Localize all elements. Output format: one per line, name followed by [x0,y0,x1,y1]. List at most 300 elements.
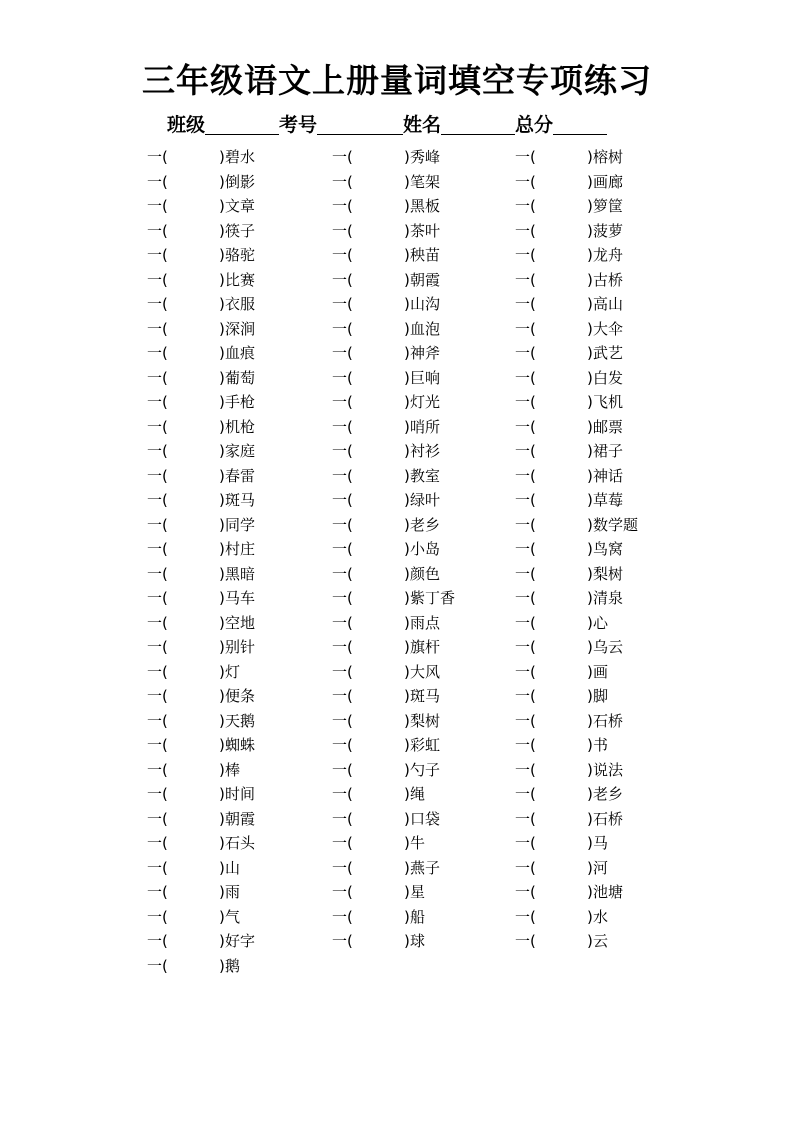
noun-word: 同学 [225,515,256,534]
measure-word-blank[interactable] [537,320,587,338]
exercise-row [147,905,255,930]
name-blank[interactable] [441,112,515,135]
row-prefix: 一( [515,295,536,313]
exercise-row [147,513,255,538]
measure-word-blank[interactable] [354,687,404,705]
row-close-paren: ) [219,491,225,509]
noun-word: 山沟 [410,295,441,313]
row-close-paren: ) [219,295,225,313]
measure-word-blank[interactable] [169,957,219,975]
row-prefix: 一( [515,540,536,558]
measure-word-blank[interactable] [169,369,219,387]
row-close-paren: ) [404,393,410,411]
row-close-paren: ) [404,417,410,436]
number-label: 考号 [279,114,318,136]
row-prefix: 一( [147,687,168,705]
row-prefix: 一( [147,466,168,485]
measure-word-blank[interactable] [354,173,404,191]
row-close-paren: ) [587,246,593,264]
row-close-paren: ) [219,858,225,877]
noun-word: 空地 [225,613,256,632]
exercise-row [515,709,638,734]
measure-word-blank[interactable] [354,271,404,289]
measure-word-blank[interactable] [537,908,587,926]
exercise-column-2 [332,145,455,954]
row-prefix: 一( [147,662,168,681]
measure-word-blank[interactable] [354,418,404,436]
measure-word-blank[interactable] [354,148,404,166]
noun-word: 深涧 [225,319,256,338]
row-prefix: 一( [332,662,353,681]
noun-word: 斑马 [410,687,441,705]
row-prefix: 一( [515,809,536,828]
measure-word-blank[interactable] [354,246,404,264]
measure-word-blank[interactable] [537,393,587,411]
measure-word-blank[interactable] [354,932,404,950]
score-label: 总分 [515,114,554,136]
measure-word-blank[interactable] [537,810,587,828]
row-prefix: 一( [147,246,168,264]
measure-word-blank[interactable] [354,859,404,877]
measure-word-blank[interactable] [354,320,404,338]
row-prefix: 一( [515,148,536,166]
row-prefix: 一( [332,711,353,730]
measure-word-blank[interactable] [354,344,404,362]
noun-word: 教室 [410,466,441,485]
row-close-paren: ) [587,711,593,730]
measure-word-blank[interactable] [354,736,404,754]
exercise-row [147,856,255,881]
measure-word-blank[interactable] [354,295,404,313]
row-prefix: 一( [147,540,168,558]
measure-word-blank[interactable] [169,148,219,166]
noun-word: 球 [410,932,426,950]
measure-word-blank[interactable] [169,883,219,901]
measure-word-blank[interactable] [354,491,404,509]
row-close-paren: ) [219,662,225,681]
row-prefix: 一( [147,932,168,950]
row-prefix: 一( [147,711,168,730]
row-prefix: 一( [515,491,536,509]
measure-word-blank[interactable] [354,467,404,485]
measure-word-blank[interactable] [354,565,404,583]
row-close-paren: ) [587,491,593,509]
noun-word: 燕子 [410,858,441,877]
noun-word: 菠萝 [593,221,624,240]
row-close-paren: ) [587,344,593,362]
measure-word-blank[interactable] [169,295,219,313]
exercise-row [147,243,255,268]
exercise-row [515,415,638,440]
measure-word-blank[interactable] [537,663,587,681]
measure-word-blank[interactable] [354,785,404,803]
measure-word-blank[interactable] [169,736,219,754]
noun-word: 大伞 [593,319,624,338]
measure-word-blank[interactable] [537,344,587,362]
exercise-row [515,513,638,538]
exercise-row [147,807,255,832]
exercise-row [515,831,638,856]
exercise-row [332,758,455,783]
measure-word-blank[interactable] [169,834,219,852]
exercise-row [515,611,638,636]
noun-word: 气 [225,907,241,926]
row-close-paren: ) [404,246,410,264]
measure-word-blank[interactable] [537,883,587,901]
noun-word: 乌云 [593,638,624,656]
row-close-paren: ) [587,319,593,338]
row-prefix: 一( [147,858,168,877]
row-prefix: 一( [515,442,536,460]
measure-word-blank[interactable] [537,271,587,289]
exercise-row [332,562,455,587]
number-blank[interactable] [317,112,403,135]
row-prefix: 一( [332,858,353,877]
noun-word: 衣服 [225,295,256,313]
measure-word-blank[interactable] [354,761,404,779]
row-prefix: 一( [332,589,353,607]
row-prefix: 一( [515,344,536,362]
exercise-row [332,170,455,195]
exercise-row [332,464,455,489]
measure-word-blank[interactable] [537,246,587,264]
row-prefix: 一( [332,883,353,901]
measure-word-blank[interactable] [537,932,587,950]
row-close-paren: ) [404,172,410,191]
noun-word: 古桥 [593,270,624,289]
row-close-paren: ) [587,907,593,926]
exercise-row [332,807,455,832]
row-close-paren: ) [404,197,410,215]
measure-word-blank[interactable] [169,663,219,681]
row-close-paren: ) [587,540,593,558]
measure-word-blank[interactable] [169,859,219,877]
row-close-paren: ) [219,221,225,240]
measure-word-blank[interactable] [354,638,404,656]
measure-word-blank[interactable] [169,246,219,264]
row-close-paren: ) [404,613,410,632]
noun-word: 骆驼 [225,246,256,264]
name-label: 姓名 [403,114,442,136]
exercise-row [515,733,638,758]
measure-word-blank[interactable] [537,834,587,852]
measure-word-blank[interactable] [537,736,587,754]
exercise-row [515,243,638,268]
row-close-paren: ) [587,393,593,411]
measure-word-blank[interactable] [169,712,219,730]
row-close-paren: ) [219,246,225,264]
measure-word-blank[interactable] [354,540,404,558]
noun-word: 石桥 [593,809,624,828]
measure-word-blank[interactable] [537,295,587,313]
noun-word: 茶叶 [410,221,441,240]
exercise-row [515,439,638,464]
exercise-row [332,366,455,391]
exercise-row [147,782,255,807]
exercise-row [515,219,638,244]
measure-word-blank[interactable] [169,491,219,509]
noun-word: 秀峰 [410,148,441,166]
row-close-paren: ) [587,589,593,607]
noun-word: 白发 [593,368,624,387]
exercise-row [332,390,455,415]
measure-word-blank[interactable] [169,442,219,460]
row-prefix: 一( [147,270,168,289]
noun-word: 黑暗 [225,564,256,583]
row-close-paren: ) [404,589,410,607]
measure-word-blank[interactable] [169,638,219,656]
row-close-paren: ) [219,834,225,852]
measure-word-blank[interactable] [354,589,404,607]
measure-word-blank[interactable] [354,834,404,852]
measure-word-blank[interactable] [537,565,587,583]
row-prefix: 一( [515,589,536,607]
row-prefix: 一( [332,270,353,289]
row-close-paren: ) [587,564,593,583]
noun-word: 葡萄 [225,368,256,387]
row-prefix: 一( [332,785,353,803]
measure-word-blank[interactable] [354,393,404,411]
measure-word-blank[interactable] [354,442,404,460]
row-prefix: 一( [332,246,353,264]
row-close-paren: ) [587,172,593,191]
exercise-row [332,709,455,734]
noun-word: 裙子 [593,442,624,460]
measure-word-blank[interactable] [354,516,404,534]
measure-word-blank[interactable] [537,491,587,509]
measure-word-blank[interactable] [537,222,587,240]
measure-word-blank[interactable] [537,442,587,460]
measure-word-blank[interactable] [169,197,219,215]
row-prefix: 一( [147,589,168,607]
measure-word-blank[interactable] [537,859,587,877]
noun-word: 春雷 [225,466,256,485]
row-prefix: 一( [332,393,353,411]
row-close-paren: ) [219,368,225,387]
measure-word-blank[interactable] [354,810,404,828]
exercise-row [515,194,638,219]
noun-word: 蜘蛛 [225,736,256,754]
noun-word: 碧水 [225,148,256,166]
exercise-column-3 [515,145,638,954]
row-prefix: 一( [515,221,536,240]
measure-word-blank[interactable] [169,418,219,436]
row-close-paren: ) [404,515,410,534]
measure-word-blank[interactable] [169,540,219,558]
row-close-paren: ) [404,638,410,656]
row-close-paren: ) [219,172,225,191]
row-close-paren: ) [404,858,410,877]
measure-word-blank[interactable] [354,883,404,901]
noun-word: 画廊 [593,172,624,191]
row-close-paren: ) [587,662,593,681]
exercise-column-1 [147,145,255,978]
measure-word-blank[interactable] [537,712,587,730]
measure-word-blank[interactable] [169,589,219,607]
row-close-paren: ) [219,613,225,632]
exercise-row [332,856,455,881]
row-close-paren: ) [404,834,410,852]
measure-word-blank[interactable] [169,173,219,191]
noun-word: 河 [593,858,609,877]
measure-word-blank[interactable] [169,614,219,632]
exercise-row [332,219,455,244]
row-prefix: 一( [147,393,168,411]
measure-word-blank[interactable] [537,467,587,485]
row-prefix: 一( [515,246,536,264]
measure-word-blank[interactable] [169,785,219,803]
noun-word: 画 [593,662,609,681]
measure-word-blank[interactable] [354,197,404,215]
exercise-row [147,488,255,513]
exercise-row [515,635,638,660]
noun-word: 清泉 [593,589,624,607]
measure-word-blank[interactable] [354,614,404,632]
row-close-paren: ) [404,809,410,828]
row-prefix: 一( [332,540,353,558]
measure-word-blank[interactable] [354,369,404,387]
noun-word: 龙舟 [593,246,624,264]
row-close-paren: ) [404,344,410,362]
row-prefix: 一( [515,711,536,730]
exercise-row [147,562,255,587]
row-close-paren: ) [219,711,225,730]
row-prefix: 一( [147,491,168,509]
row-close-paren: ) [587,417,593,436]
row-close-paren: ) [404,295,410,313]
measure-word-blank[interactable] [169,565,219,583]
row-prefix: 一( [332,564,353,583]
row-close-paren: ) [404,883,410,901]
row-prefix: 一( [147,148,168,166]
measure-word-blank[interactable] [354,663,404,681]
exercise-row [147,880,255,905]
measure-word-blank[interactable] [169,320,219,338]
measure-word-blank[interactable] [537,418,587,436]
measure-word-blank[interactable] [169,516,219,534]
row-prefix: 一( [147,197,168,215]
measure-word-blank[interactable] [169,271,219,289]
measure-word-blank[interactable] [169,761,219,779]
row-close-paren: ) [219,540,225,558]
exercise-row [147,537,255,562]
row-prefix: 一( [515,736,536,754]
measure-word-blank[interactable] [537,516,587,534]
row-prefix: 一( [515,932,536,950]
row-close-paren: ) [404,907,410,926]
measure-word-blank[interactable] [537,761,587,779]
row-close-paren: ) [587,638,593,656]
measure-word-blank[interactable] [169,908,219,926]
row-close-paren: ) [587,221,593,240]
row-close-paren: ) [587,834,593,852]
measure-word-blank[interactable] [537,785,587,803]
exercise-row [515,807,638,832]
row-close-paren: ) [219,417,225,436]
exercise-row [332,341,455,366]
row-prefix: 一( [147,785,168,803]
score-blank[interactable] [553,112,607,135]
class-label: 班级 [167,114,206,136]
measure-word-blank[interactable] [169,687,219,705]
row-close-paren: ) [219,638,225,656]
measure-word-blank[interactable] [169,344,219,362]
row-close-paren: ) [219,393,225,411]
noun-word: 灯 [225,662,241,681]
noun-word: 箩筐 [593,197,624,215]
measure-word-blank[interactable] [537,148,587,166]
noun-word: 心 [593,613,609,632]
measure-word-blank[interactable] [537,197,587,215]
measure-word-blank[interactable] [169,467,219,485]
row-prefix: 一( [332,172,353,191]
row-prefix: 一( [332,295,353,313]
row-close-paren: ) [404,932,410,950]
row-prefix: 一( [515,760,536,779]
measure-word-blank[interactable] [354,908,404,926]
exercise-row [332,611,455,636]
noun-word: 梨树 [593,564,624,583]
measure-word-blank[interactable] [537,369,587,387]
measure-word-blank[interactable] [537,638,587,656]
row-prefix: 一( [515,172,536,191]
exercise-row [332,537,455,562]
row-prefix: 一( [332,638,353,656]
row-close-paren: ) [404,319,410,338]
exercise-row [515,341,638,366]
row-close-paren: ) [587,687,593,705]
row-prefix: 一( [147,883,168,901]
exercise-row [515,660,638,685]
measure-word-blank[interactable] [354,222,404,240]
measure-word-blank[interactable] [169,932,219,950]
row-prefix: 一( [515,638,536,656]
row-prefix: 一( [515,466,536,485]
measure-word-blank[interactable] [537,173,587,191]
noun-word: 灯光 [410,393,441,411]
measure-word-blank[interactable] [169,222,219,240]
row-prefix: 一( [147,368,168,387]
row-close-paren: ) [587,760,593,779]
measure-word-blank[interactable] [537,614,587,632]
exercise-row [332,292,455,317]
measure-word-blank[interactable] [354,712,404,730]
row-close-paren: ) [587,148,593,166]
class-blank[interactable] [205,112,279,135]
exercise-row [147,758,255,783]
noun-word: 神话 [593,466,624,485]
measure-word-blank[interactable] [537,540,587,558]
exercise-row [515,782,638,807]
noun-word: 鸟窝 [593,540,624,558]
row-close-paren: ) [587,368,593,387]
noun-word: 朝霞 [225,809,256,828]
row-prefix: 一( [515,883,536,901]
noun-word: 时间 [225,785,256,803]
row-close-paren: ) [587,932,593,950]
measure-word-blank[interactable] [169,810,219,828]
measure-word-blank[interactable] [169,393,219,411]
exercise-row [147,366,255,391]
noun-word: 雨 [225,883,241,901]
noun-word: 比赛 [225,270,256,289]
measure-word-blank[interactable] [537,687,587,705]
measure-word-blank[interactable] [537,589,587,607]
exercise-row [515,856,638,881]
row-prefix: 一( [147,809,168,828]
row-prefix: 一( [515,613,536,632]
row-close-paren: ) [587,295,593,313]
